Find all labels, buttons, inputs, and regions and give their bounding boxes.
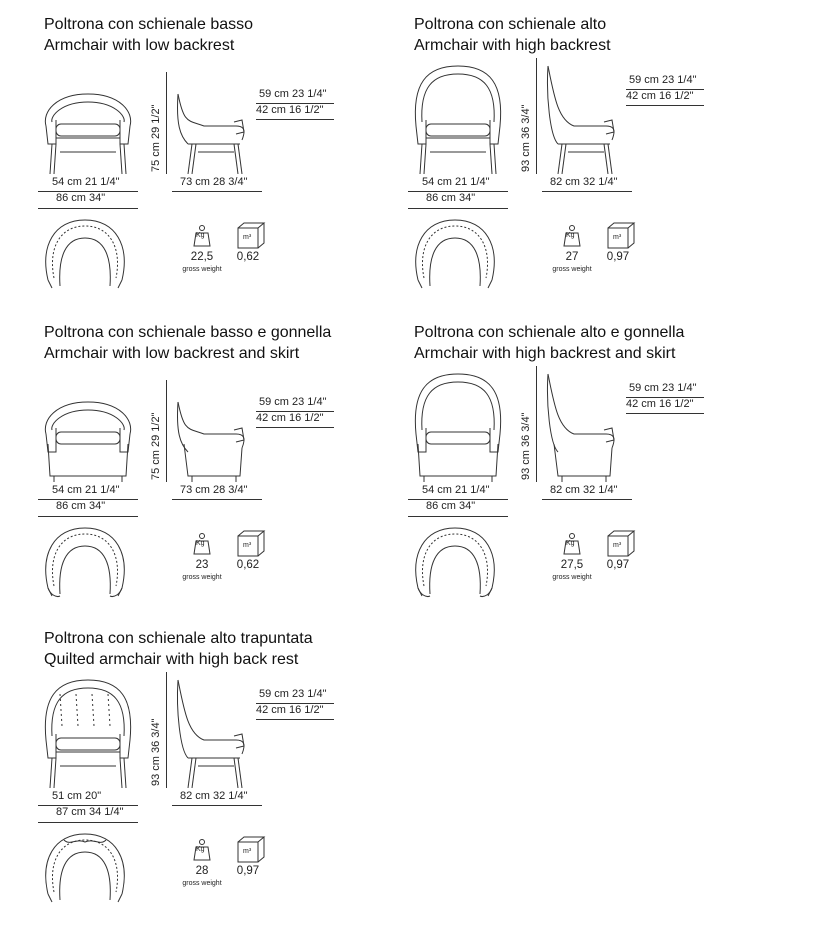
top-view-drawing (410, 524, 500, 607)
seat-depth-dimension: 59 cm 23 1/4" (629, 74, 697, 86)
seat-depth-dimension: 59 cm 23 1/4" (259, 688, 327, 700)
dimension-line (38, 208, 138, 209)
seat-depth-dimension: 59 cm 23 1/4" (259, 88, 327, 100)
height-dimension: 93 cm 36 3/4" (150, 718, 162, 786)
dimension-line (256, 119, 334, 120)
top-view-drawing (40, 524, 130, 607)
volume-icon-label: m³ (243, 848, 252, 855)
seat-width-dimension: 54 cm 21 1/4" (52, 484, 120, 496)
product-block (414, 14, 794, 314)
title-english: Armchair with low backrest (44, 37, 235, 54)
seat-height-dimension: 42 cm 16 1/2" (256, 704, 324, 716)
dimension-line (626, 413, 704, 414)
seat-height-dimension: 42 cm 16 1/2" (626, 398, 694, 410)
height-dimension: 93 cm 36 3/4" (520, 412, 532, 480)
dimension-line (172, 499, 262, 500)
product-block (44, 322, 424, 622)
dimension-line (256, 427, 334, 428)
gross-weight-value: 22,5 (190, 251, 214, 263)
product-block (414, 322, 794, 622)
product-block (44, 628, 424, 928)
product-block (44, 14, 424, 314)
title-english: Quilted armchair with high back rest (44, 651, 299, 668)
side-view-drawing (174, 76, 254, 179)
volume-icon-label: m³ (613, 542, 622, 549)
seat-height-dimension: 42 cm 16 1/2" (256, 104, 324, 116)
dimension-line (542, 191, 632, 192)
height-dimension: 75 cm 29 1/2" (150, 412, 162, 480)
front-view-drawing (408, 62, 508, 179)
depth-dimension: 82 cm 32 1/4" (550, 484, 618, 496)
title-italian: Poltrona con schienale alto e gonnella (414, 324, 685, 341)
total-width-dimension: 87 cm 34 1/4" (56, 806, 124, 818)
gross-weight-value: 23 (195, 559, 209, 571)
seat-depth-dimension: 59 cm 23 1/4" (259, 396, 327, 408)
volume-icon-label: m³ (243, 234, 252, 241)
dimension-line (38, 516, 138, 517)
gross-weight-label: gross weight (182, 880, 222, 887)
height-line (166, 380, 167, 482)
total-width-dimension: 86 cm 34" (426, 500, 476, 512)
volume-icon-label: m³ (613, 234, 622, 241)
gross-weight-label: gross weight (182, 266, 222, 273)
top-view-drawing (40, 216, 130, 299)
depth-dimension: 82 cm 32 1/4" (550, 176, 618, 188)
dimension-line (626, 105, 704, 106)
title-italian: Poltrona con schienale alto trapuntata (44, 630, 313, 647)
volume-value: 0,97 (606, 559, 630, 571)
front-view-drawing (408, 370, 508, 487)
dimension-line (38, 822, 138, 823)
height-line (166, 672, 167, 788)
gross-weight-value: 27,5 (560, 559, 584, 571)
gross-weight-label: gross weight (552, 266, 592, 273)
total-width-dimension: 86 cm 34" (56, 500, 106, 512)
seat-width-dimension: 54 cm 21 1/4" (422, 176, 490, 188)
volume-value: 0,97 (236, 865, 260, 877)
total-width-dimension: 86 cm 34" (426, 192, 476, 204)
volume-value: 0,62 (236, 559, 260, 571)
front-view-drawing (38, 76, 138, 179)
side-view-drawing (174, 676, 254, 793)
weight-icon-label: Kg (566, 540, 575, 547)
dimension-line (172, 805, 262, 806)
weight-icon-label: Kg (196, 540, 205, 547)
side-view-drawing (544, 62, 624, 179)
top-view-drawing (410, 216, 500, 299)
depth-dimension: 73 cm 28 3/4" (180, 484, 248, 496)
title-italian: Poltrona con schienale alto (414, 16, 607, 33)
volume-value: 0,97 (606, 251, 630, 263)
title-italian: Poltrona con schienale basso e gonnella (44, 324, 332, 341)
front-view-drawing (38, 384, 138, 487)
depth-dimension: 73 cm 28 3/4" (180, 176, 248, 188)
weight-icon-label: Kg (196, 232, 205, 239)
top-view-drawing (40, 830, 130, 913)
total-width-dimension: 86 cm 34" (56, 192, 106, 204)
weight-icon-label: Kg (196, 846, 205, 853)
seat-depth-dimension: 59 cm 23 1/4" (629, 382, 697, 394)
dimension-line (542, 499, 632, 500)
seat-height-dimension: 42 cm 16 1/2" (256, 412, 324, 424)
dimension-line (172, 191, 262, 192)
height-dimension: 75 cm 29 1/2" (150, 104, 162, 172)
dimension-line (408, 516, 508, 517)
seat-width-dimension: 54 cm 21 1/4" (422, 484, 490, 496)
dimension-line (408, 208, 508, 209)
title-english: Armchair with low backrest and skirt (44, 345, 300, 362)
gross-weight-label: gross weight (182, 574, 222, 581)
height-line (166, 72, 167, 174)
title-english: Armchair with high backrest (414, 37, 611, 54)
height-line (536, 366, 537, 482)
dimension-line (256, 719, 334, 720)
seat-width-dimension: 51 cm 20" (52, 790, 102, 802)
seat-width-dimension: 54 cm 21 1/4" (52, 176, 120, 188)
side-view-drawing (174, 384, 254, 487)
gross-weight-value: 28 (195, 865, 209, 877)
height-dimension: 93 cm 36 3/4" (520, 104, 532, 172)
weight-icon-label: Kg (566, 232, 575, 239)
volume-icon-label: m³ (243, 542, 252, 549)
depth-dimension: 82 cm 32 1/4" (180, 790, 248, 802)
volume-value: 0,62 (236, 251, 260, 263)
side-view-drawing (544, 370, 624, 487)
title-italian: Poltrona con schienale basso (44, 16, 254, 33)
title-english: Armchair with high backrest and skirt (414, 345, 676, 362)
front-view-drawing (38, 676, 138, 793)
gross-weight-value: 27 (565, 251, 579, 263)
height-line (536, 58, 537, 174)
seat-height-dimension: 42 cm 16 1/2" (626, 90, 694, 102)
gross-weight-label: gross weight (552, 574, 592, 581)
